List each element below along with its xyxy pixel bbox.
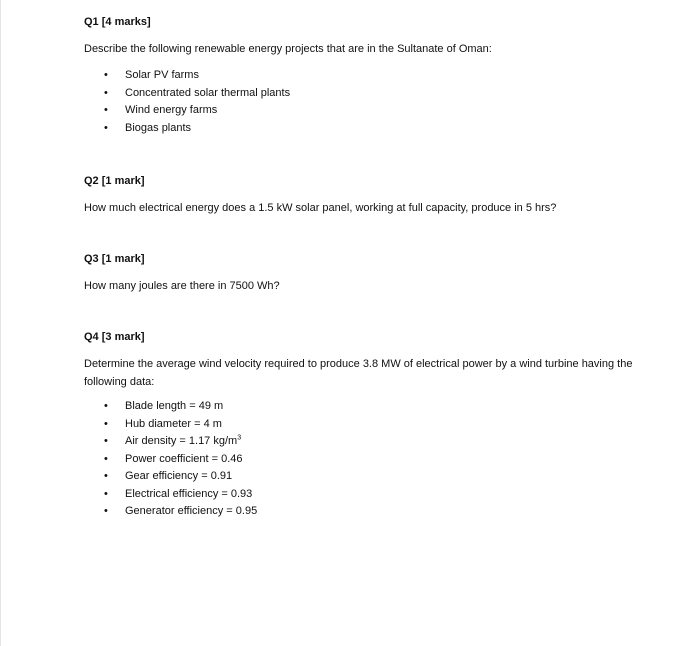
q4-turbine-data-list	[104, 398, 257, 521]
q3-heading: Q3 [1 mark]	[84, 253, 145, 265]
list-item	[104, 102, 290, 120]
bullet-icon: •	[104, 121, 108, 134]
list-item-text: Power coefficient = 0.46	[125, 452, 243, 465]
bullet-icon: •	[104, 470, 108, 482]
bullet-icon: •	[104, 417, 108, 430]
list-item	[104, 486, 257, 504]
q4-prompt: Determine the average wind velocity required to produce 3.8 MW of electrical power by a wind turbine having the following data:	[84, 358, 633, 388]
q1-project-list	[104, 67, 290, 137]
list-item-text: Gear efficiency = 0.91	[125, 470, 233, 482]
q1-prompt: Describe the following renewable energy projects that are in the Sultanate of Oman:	[84, 43, 492, 55]
list-item	[104, 85, 290, 103]
list-item	[104, 433, 257, 451]
bullet-icon: •	[104, 505, 108, 517]
list-item-text: Generator efficiency = 0.95	[125, 505, 258, 517]
bullet-icon: •	[104, 400, 108, 412]
q4-heading: Q4 [3 mark]	[84, 331, 145, 343]
list-item	[104, 468, 257, 486]
page-edge-line	[0, 0, 1, 646]
list-item	[104, 503, 257, 521]
bullet-icon: •	[104, 452, 108, 465]
bullet-icon: •	[104, 104, 108, 116]
list-item-text: Concentrated solar thermal plants	[125, 86, 291, 99]
superscript-exponent: 3	[237, 434, 242, 442]
list-item	[104, 451, 257, 469]
q2-prompt: How much electrical energy does a 1.5 kW solar panel, working at full capacity, produce in 5 hrs?	[84, 202, 557, 214]
list-item-text: Air density = 1.17 kg/m	[125, 435, 238, 447]
list-item-text: Biogas plants	[125, 121, 192, 134]
bullet-icon: •	[104, 86, 108, 99]
list-item-text: Hub diameter = 4 m	[125, 417, 222, 430]
bullet-icon: •	[104, 435, 108, 447]
list-item	[104, 416, 257, 434]
list-item	[104, 67, 290, 85]
list-item-text: Solar PV farms	[125, 69, 199, 81]
bullet-icon: •	[104, 69, 108, 81]
bullet-icon: •	[104, 487, 108, 500]
list-item-text: Electrical efficiency = 0.93	[125, 487, 253, 500]
list-item	[104, 120, 290, 138]
q3-prompt: How many joules are there in 7500 Wh?	[84, 280, 280, 292]
list-item-text: Wind energy farms	[125, 104, 218, 116]
q1-heading: Q1 [4 marks]	[84, 16, 151, 28]
list-item	[104, 398, 257, 416]
list-item-text: Blade length = 49 m	[125, 400, 224, 412]
q2-heading: Q2 [1 mark]	[84, 175, 145, 187]
